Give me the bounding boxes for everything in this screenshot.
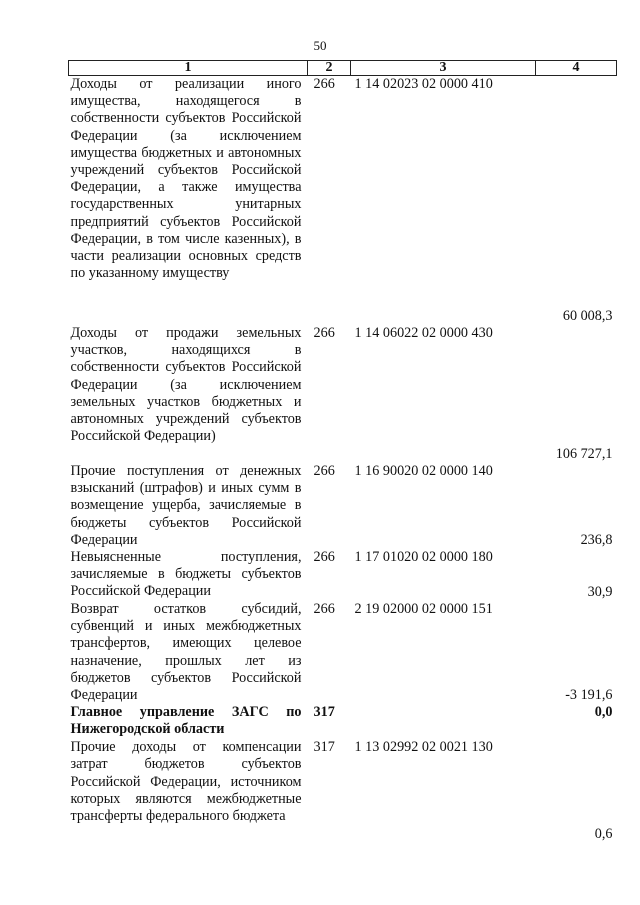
amount: 0,6: [594, 826, 613, 843]
admin-code: 266: [313, 325, 335, 341]
budget-code: 1 14 02023 02 0000 410: [354, 76, 493, 92]
table-row: [69, 463, 617, 549]
column-header-3: 3: [351, 61, 536, 76]
column-header-1: 1: [69, 61, 308, 76]
admin-code: 266: [313, 601, 335, 618]
page-number: 50: [313, 38, 327, 53]
admin-code: 266: [313, 549, 335, 566]
admin-code: 266: [313, 463, 335, 479]
revenue-name: Невыясненные поступления, зачисляемые в бюджеты субъектов Российской Федерации: [70, 549, 302, 600]
admin-code: 317: [313, 704, 335, 721]
table-row: [69, 739, 617, 843]
revenue-table: [68, 60, 617, 843]
table-row: [69, 549, 617, 601]
revenue-name: Прочие поступления от денежных взысканий (штрафов) и иных сумм в возмещение ущерба, зачисляемые в бюджеты субъектов Российской Федерации: [70, 463, 302, 548]
revenue-name: Прочие доходы от компенсации затрат бюджетов субъектов Российской Федерации, источником которых являются межбюджетные трансферты федерального бюджета: [70, 739, 302, 825]
amount: 60 008,3: [562, 307, 613, 324]
amount: 30,9: [587, 583, 613, 600]
table-header-row: [69, 61, 617, 76]
authority-name: Главное управление ЗАГС по Нижегородской области: [70, 704, 302, 738]
revenue-name: Возврат остатков субсидий, субвенций и иных межбюджетных трансфертов, имеющих целевое назначение, прошлых лет из бюджетов субъектов Российской Федерации: [70, 601, 302, 704]
admin-code: 266: [313, 76, 335, 92]
column-header-2: 2: [308, 61, 351, 76]
table-row: [69, 76, 617, 326]
revenue-name: Доходы от продажи земельных участков, находящихся в собственности субъектов Российской Федерации (за исключением земельных участков бюджетных и автономных учреждений субъектов Российской Федерации): [70, 325, 302, 445]
column-header-4: 4: [536, 61, 617, 76]
table-row: [69, 325, 617, 463]
amount: -3 191,6: [565, 687, 613, 704]
budget-code: 1 16 90020 02 0000 140: [354, 463, 493, 479]
budget-code: 1 17 01020 02 0000 180: [354, 549, 493, 566]
budget-code: 2 19 02000 02 0000 151: [354, 601, 493, 618]
budget-code: 1 14 06022 02 0000 430: [354, 325, 493, 341]
admin-code: 317: [313, 739, 335, 756]
amount: 236,8: [580, 531, 613, 548]
budget-code: [351, 704, 536, 739]
table-row-section-header: [69, 704, 617, 739]
revenue-name: Доходы от реализации иного имущества, находящегося в собственности субъектов Российской Федерации (за исключением имущества бюджетных и автономных учреждений субъектов Российской Федерации, а также имущества государственных унитарных предприятий субъектов Российской Федерации, в том числе казенных), в части реализации основных средств по указанному имуществу: [70, 76, 302, 282]
table-row: [69, 601, 617, 704]
amount: 0,0: [594, 704, 613, 721]
amount: 106 727,1: [555, 445, 613, 462]
budget-code: 1 13 02992 02 0021 130: [354, 739, 493, 756]
